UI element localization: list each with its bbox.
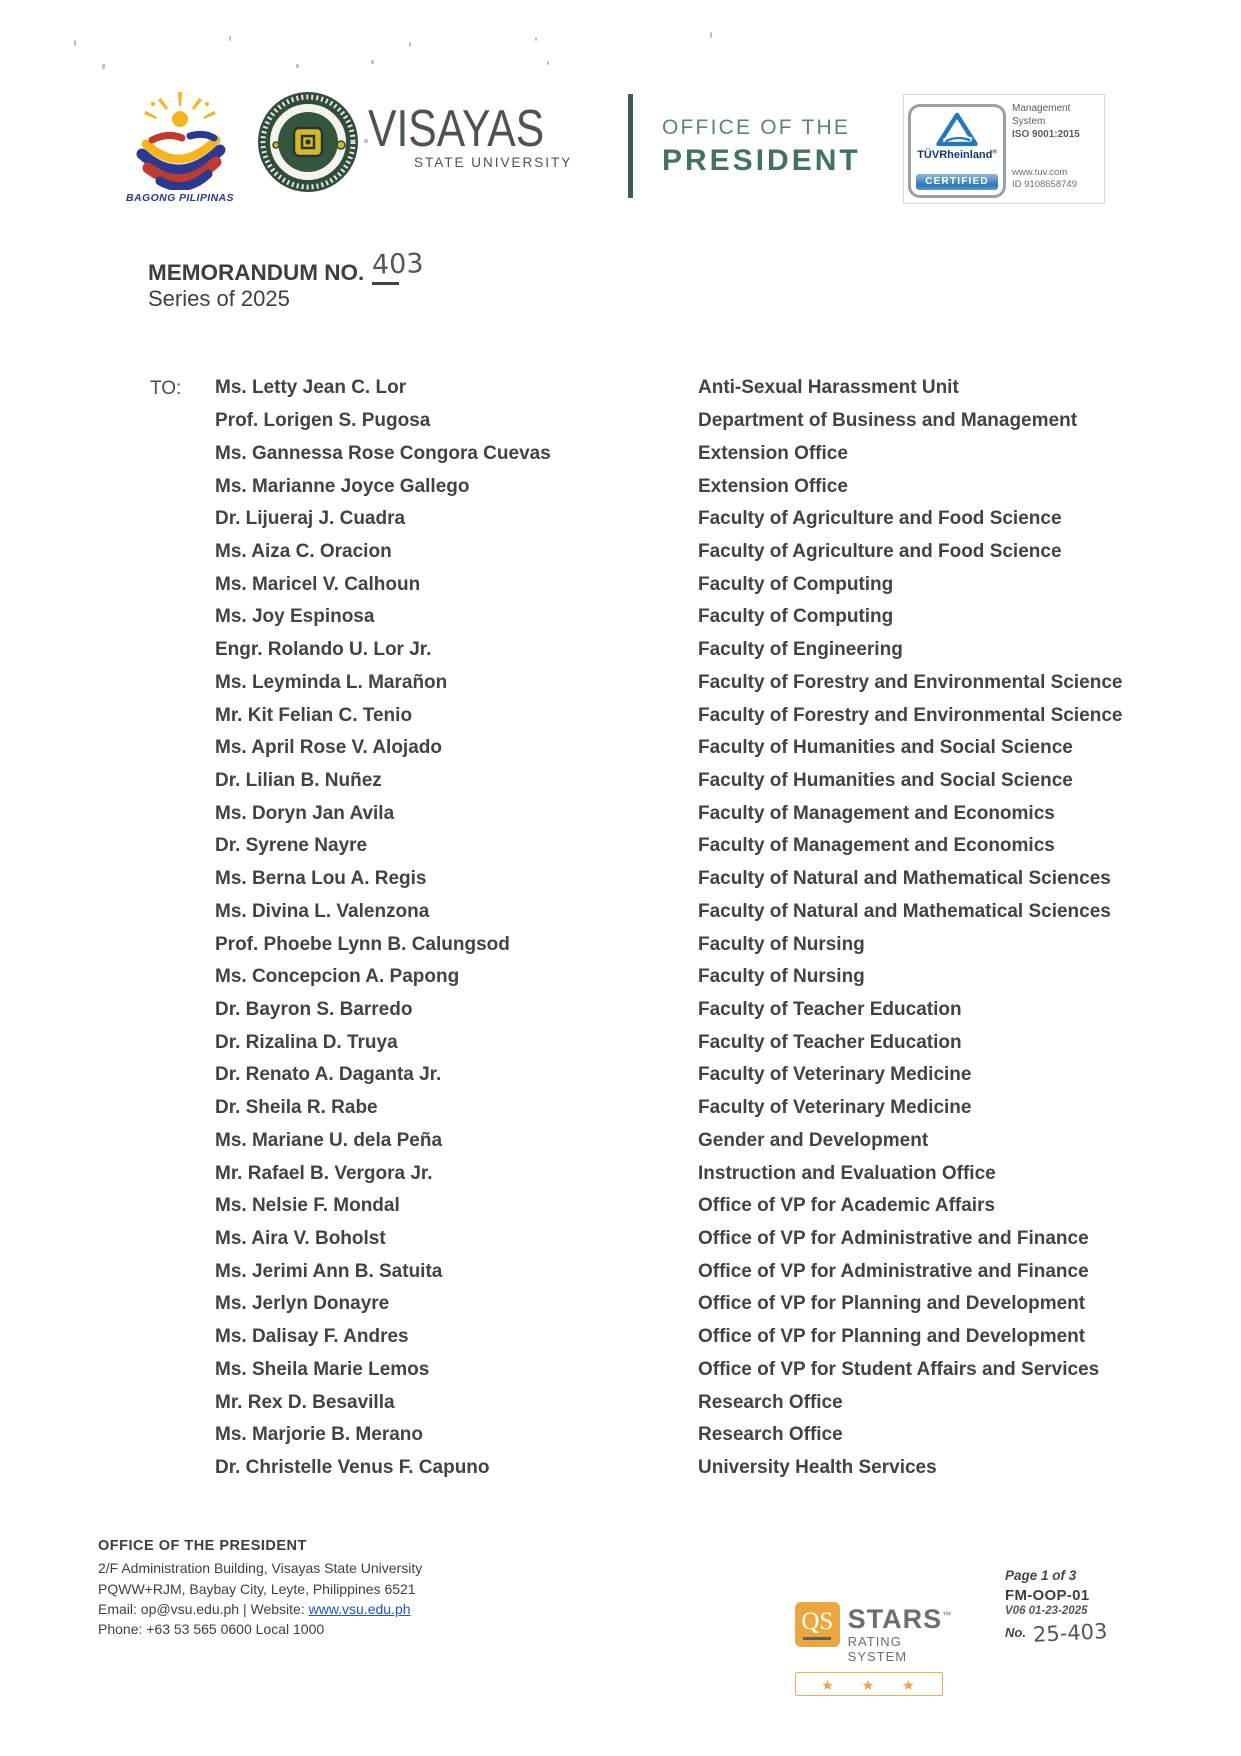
- scan-artifact: [409, 42, 411, 47]
- footer-website-link[interactable]: www.vsu.edu.ph: [308, 1600, 411, 1617]
- recipient-office: Faculty of Engineering: [698, 639, 903, 661]
- university-wordmark: [368, 100, 598, 170]
- recipient-row: [215, 372, 1215, 405]
- recipient-name: Ms. Sheila Marie Lemos: [215, 1358, 430, 1380]
- recipient-list: [215, 372, 1215, 1484]
- recipient-name: Ms. Maricel V. Calhoun: [215, 573, 421, 595]
- scan-artifact: [296, 64, 299, 68]
- page-info-block: [1005, 1568, 1145, 1645]
- recipient-name: Mr. Rex D. Besavilla: [215, 1391, 395, 1413]
- recipient-office: Faculty of Management and Economics: [698, 802, 1055, 824]
- recipient-row: [215, 1452, 1215, 1485]
- recipient-row: [215, 1321, 1215, 1354]
- recipient-row: [215, 765, 1215, 798]
- recipient-name: Dr. Rizalina D. Truya: [215, 1031, 398, 1053]
- recipient-name: Ms. Divina L. Valenzona: [215, 900, 430, 922]
- recipient-row: [215, 699, 1215, 732]
- footer-contact-prefix: Email: op@vsu.edu.ph | Website:: [98, 1600, 309, 1617]
- tuv-triangle-icon: [935, 111, 979, 147]
- tuv-badge-frame: [908, 104, 1006, 198]
- series-line: Series of 2025: [148, 286, 290, 311]
- recipient-office: Faculty of Humanities and Social Science: [698, 769, 1073, 791]
- qs-rating-system-text: RATING SYSTEM: [847, 1634, 908, 1664]
- recipient-office: Office of VP for Planning and Development: [698, 1293, 1086, 1315]
- scan-artifact: [74, 40, 76, 46]
- tuv-system-text: [1012, 103, 1080, 142]
- recipient-name: Ms. Joy Espinosa: [215, 606, 375, 628]
- scan-artifact: [710, 32, 712, 38]
- recipient-name: Ms. Gannessa Rose Congora Cuevas: [215, 442, 551, 464]
- recipient-office: Extension Office: [698, 442, 848, 464]
- recipient-office: Research Office: [698, 1391, 843, 1413]
- recipient-office: Faculty of Veterinary Medicine: [698, 1064, 972, 1086]
- recipient-office: Research Office: [698, 1424, 843, 1446]
- recipient-row: [215, 601, 1215, 634]
- control-number-label: No.: [1005, 1625, 1026, 1640]
- tuv-website: www.tuv.com: [1012, 167, 1068, 178]
- recipient-name: Ms. Nelsie F. Mondal: [215, 1195, 400, 1217]
- recipient-row: [215, 1059, 1215, 1092]
- recipient-row: [215, 994, 1215, 1027]
- recipient-office: University Health Services: [698, 1457, 937, 1479]
- recipient-name: Ms. April Rose V. Alojado: [215, 737, 442, 759]
- recipient-name: Dr. Christelle Venus F. Capuno: [215, 1457, 490, 1479]
- recipient-row: [215, 503, 1215, 536]
- qs-monogram-underline: [803, 1637, 831, 1640]
- recipient-row: [215, 928, 1215, 961]
- recipient-name: Engr. Rolando U. Lor Jr.: [215, 639, 432, 661]
- recipient-row: [215, 634, 1215, 667]
- scan-artifact: [547, 61, 549, 65]
- bagong-pilipinas-logo: [130, 92, 230, 190]
- to-label: TO:: [150, 378, 182, 399]
- qs-tm-mark: ™: [942, 1610, 953, 1620]
- tuv-standard: ISO 9001:2015: [1012, 129, 1080, 140]
- recipient-row: [215, 666, 1215, 699]
- recipient-name: Ms. Doryn Jan Avila: [215, 802, 395, 824]
- recipient-office: Extension Office: [698, 475, 848, 497]
- recipient-row: [215, 1255, 1215, 1288]
- recipient-name: Ms. Aira V. Boholst: [215, 1228, 386, 1250]
- qs-monogram-icon: [795, 1602, 840, 1647]
- recipient-row: [215, 1026, 1215, 1059]
- recipient-row: [215, 405, 1215, 438]
- recipient-name: Ms. Aiza C. Oracion: [215, 540, 392, 562]
- header-divider: [628, 94, 633, 198]
- recipient-name: Prof. Phoebe Lynn B. Calungsod: [215, 933, 510, 955]
- recipient-row: [215, 1386, 1215, 1419]
- memo-heading: [148, 248, 425, 287]
- recipient-name: Dr. Bayron S. Barredo: [215, 999, 413, 1021]
- recipient-row: [215, 1354, 1215, 1387]
- office-title-line1: OFFICE OF THE: [662, 116, 851, 139]
- scan-artifact: [102, 64, 105, 69]
- recipient-name: Dr. Lijueraj J. Cuadra: [215, 508, 406, 530]
- recipient-row: [215, 863, 1215, 896]
- recipient-name: Ms. Marianne Joyce Gallego: [215, 475, 470, 497]
- tuv-system-line1: Management: [1012, 103, 1071, 114]
- recipient-office: Faculty of Forestry and Environmental Science: [698, 704, 1123, 726]
- recipient-row: [215, 470, 1215, 503]
- scan-artifact: [229, 36, 231, 41]
- recipient-name: Ms. Concepcion A. Papong: [215, 966, 460, 988]
- office-title-line2: PRESIDENT: [662, 144, 861, 177]
- recipient-office: Faculty of Agriculture and Food Science: [698, 508, 1062, 530]
- recipient-row: [215, 732, 1215, 765]
- recipient-row: [215, 961, 1215, 994]
- footer-address-line1: 2/F Administration Building, Visayas State University: [98, 1560, 423, 1577]
- recipient-office: Faculty of Humanities and Social Science: [698, 737, 1073, 759]
- recipient-name: Ms. Jerimi Ann B. Satuita: [215, 1260, 443, 1282]
- recipient-office: Faculty of Natural and Mathematical Sciences: [698, 900, 1111, 922]
- recipient-name: Ms. Dalisay F. Andres: [215, 1326, 409, 1348]
- wordmark-state-university: STATE UNIVERSITY: [414, 155, 573, 170]
- recipient-office: Office of VP for Student Affairs and Services: [698, 1358, 1100, 1380]
- memo-number-underline: [372, 282, 399, 286]
- control-number: [1005, 1621, 1145, 1645]
- recipient-office: Faculty of Computing: [698, 573, 894, 595]
- recipient-office: Faculty of Veterinary Medicine: [698, 1097, 972, 1119]
- recipient-row: [215, 568, 1215, 601]
- recipient-name: Dr. Sheila R. Rabe: [215, 1097, 378, 1119]
- recipient-name: Mr. Rafael B. Vergora Jr.: [215, 1162, 433, 1184]
- recipient-office: Faculty of Nursing: [698, 933, 865, 955]
- memo-label: MEMORANDUM NO.: [148, 260, 365, 285]
- scan-artifact: [535, 37, 537, 41]
- recipient-office: Anti-Sexual Harassment Unit: [698, 377, 959, 399]
- recipient-office: Gender and Development: [698, 1129, 929, 1151]
- recipient-office: Faculty of Computing: [698, 606, 894, 628]
- footer-office-title: OFFICE OF THE PRESIDENT: [98, 1538, 307, 1554]
- recipient-name: Ms. Berna Lou A. Regis: [215, 868, 427, 890]
- memo-number: 403: [372, 256, 424, 287]
- recipient-row: [215, 896, 1215, 929]
- tuv-certified-badge: [903, 94, 1105, 204]
- tuv-certified-band: CERTIFIED: [916, 174, 998, 190]
- tuv-brand: TÜVRheinland®: [917, 149, 997, 161]
- recipient-name: Mr. Kit Felian C. Tenio: [215, 704, 413, 726]
- recipient-name: Dr. Lilian B. Nuñez: [215, 769, 382, 791]
- form-version: V06 01-23-2025: [1005, 1605, 1088, 1617]
- footer-address-line2: PQWW+RJM, Baybay City, Leyte, Philippines 6521: [98, 1580, 416, 1597]
- recipient-row: [215, 830, 1215, 863]
- recipient-row: [215, 1190, 1215, 1223]
- qs-stars-text: STARS™: [847, 1604, 953, 1634]
- recipient-office: Faculty of Management and Economics: [698, 835, 1055, 857]
- footer-phone-line: Phone: +63 53 565 0600 Local 1000: [98, 1621, 325, 1638]
- recipient-row: [215, 437, 1215, 470]
- form-code: FM-OOP-01: [1005, 1587, 1090, 1604]
- scan-artifact: [371, 60, 374, 64]
- vsu-seal: [256, 90, 360, 194]
- recipient-office: Department of Business and Management: [698, 410, 1078, 432]
- recipient-office: Office of VP for Planning and Development: [698, 1326, 1086, 1348]
- recipient-office: Faculty of Teacher Education: [698, 1031, 962, 1053]
- recipient-office: Faculty of Teacher Education: [698, 999, 962, 1021]
- recipient-name: Ms. Letty Jean C. Lor: [215, 377, 407, 399]
- qs-wordmark: [848, 1602, 960, 1664]
- recipient-office: Instruction and Evaluation Office: [698, 1162, 996, 1184]
- qs-stars-logo: [795, 1602, 960, 1696]
- recipient-name: Ms. Marjorie B. Merano: [215, 1424, 423, 1446]
- wordmark-visayas: VISAYAS: [368, 100, 545, 158]
- office-title: [662, 116, 861, 178]
- tuv-system-line2: System: [1012, 115, 1046, 127]
- recipient-name: Dr. Renato A. Daganta Jr.: [215, 1064, 442, 1086]
- recipient-office: Office of VP for Academic Affairs: [698, 1195, 996, 1217]
- bagong-pilipinas-caption: BAGONG PILIPINAS: [126, 192, 234, 204]
- page-number: Page 1 of 3: [1005, 1568, 1077, 1583]
- recipient-office: Faculty of Nursing: [698, 966, 865, 988]
- qs-star-rating-strip: ★ ★ ★: [795, 1672, 943, 1696]
- control-number-value: 25-403: [1032, 1619, 1108, 1647]
- recipient-office: Office of VP for Administrative and Finance: [698, 1228, 1089, 1250]
- recipient-name: Ms. Jerlyn Donayre: [215, 1293, 390, 1315]
- footer-address-block: [98, 1536, 422, 1639]
- recipient-office: Faculty of Forestry and Environmental Science: [698, 671, 1123, 693]
- recipient-office: Faculty of Natural and Mathematical Sciences: [698, 868, 1111, 890]
- recipient-row: [215, 1223, 1215, 1256]
- recipient-name: Dr. Syrene Nayre: [215, 835, 368, 857]
- recipient-name: Ms. Leyminda L. Marañon: [215, 671, 448, 693]
- tuv-id-text: [1012, 167, 1077, 191]
- recipient-row: [215, 1092, 1215, 1125]
- tuv-reg-mark: ®: [992, 149, 997, 156]
- recipient-row: [215, 536, 1215, 569]
- recipient-name: Ms. Mariane U. dela Peña: [215, 1129, 443, 1151]
- recipient-row: [215, 1419, 1215, 1452]
- recipient-row: [215, 1288, 1215, 1321]
- tuv-cert-id: ID 9108658749: [1012, 179, 1077, 190]
- qs-monogram-text: QS: [801, 1607, 834, 1635]
- recipient-office: Faculty of Agriculture and Food Science: [698, 540, 1062, 562]
- recipient-name: Prof. Lorigen S. Pugosa: [215, 410, 431, 432]
- recipient-row: [215, 1125, 1215, 1158]
- recipient-row: [215, 1157, 1215, 1190]
- footer-contact-line: [98, 1599, 422, 1619]
- recipient-row: [215, 797, 1215, 830]
- recipient-office: Office of VP for Administrative and Finance: [698, 1260, 1089, 1282]
